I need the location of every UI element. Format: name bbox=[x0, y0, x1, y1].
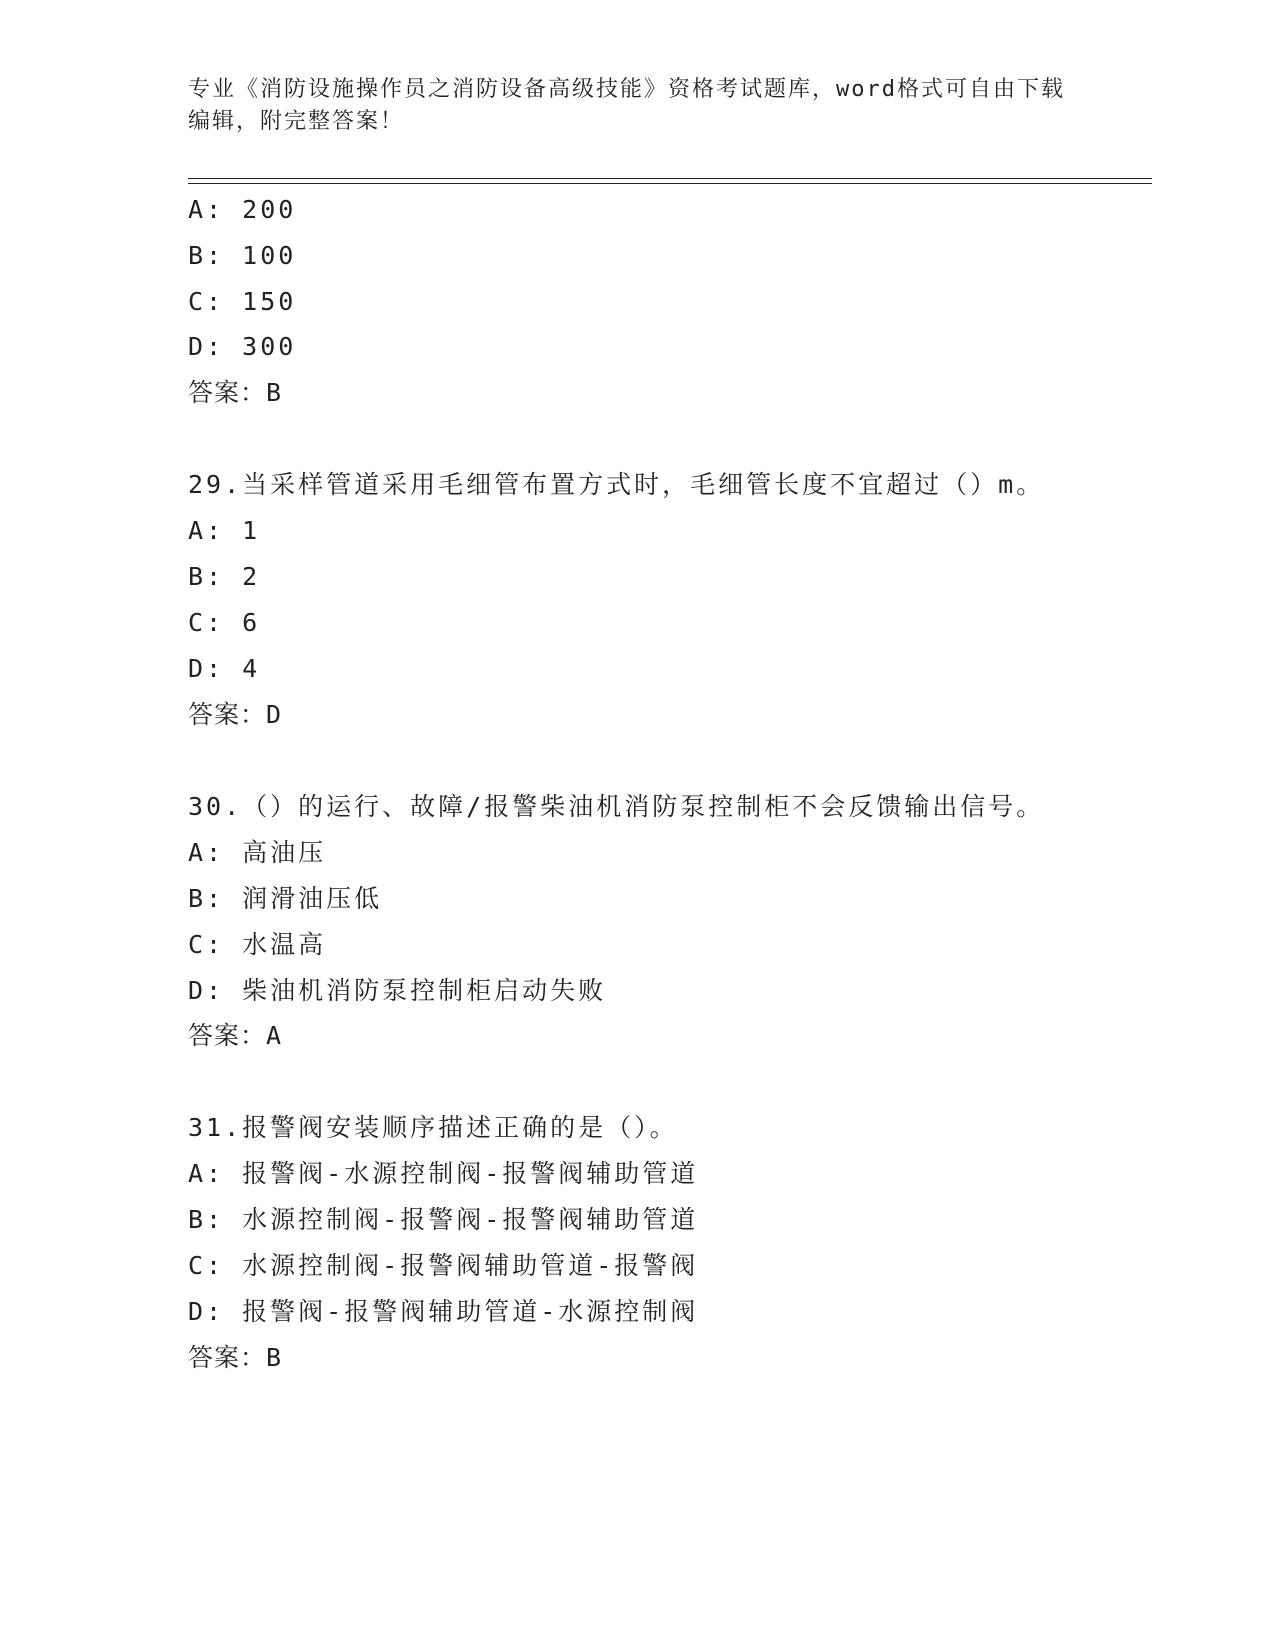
question-30: 30.（）的运行、故障/报警柴油机消防泵控制柜不会反馈输出信号。 bbox=[188, 792, 1045, 821]
option-c: C: 150 bbox=[188, 287, 297, 316]
answer-line: 答案：D bbox=[188, 700, 283, 729]
header-divider-bottom bbox=[188, 183, 1152, 184]
answer-line: 答案：B bbox=[188, 1343, 283, 1372]
option-b: B: 润滑油压低 bbox=[188, 884, 383, 913]
option-c: C: 6 bbox=[188, 608, 261, 637]
option-c: C: 水源控制阀-报警阀辅助管道-报警阀 bbox=[188, 1251, 699, 1280]
option-c: C: 水温高 bbox=[188, 930, 327, 959]
option-a: A: 200 bbox=[188, 195, 297, 224]
document-header: 专业《消防设施操作员之消防设备高级技能》资格考试题库，word格式可自由下载编辑，附完整答案！ bbox=[188, 77, 1065, 134]
header-divider-top bbox=[188, 178, 1152, 179]
option-d: D: 300 bbox=[188, 332, 297, 361]
question-31: 31.报警阀安装顺序描述正确的是（）。 bbox=[188, 1113, 678, 1142]
option-d: D: 报警阀-报警阀辅助管道-水源控制阀 bbox=[188, 1297, 699, 1326]
answer-line: 答案：B bbox=[188, 378, 283, 407]
option-a: A: 1 bbox=[188, 516, 261, 545]
option-a: A: 高油压 bbox=[188, 838, 327, 867]
option-a: A: 报警阀-水源控制阀-报警阀辅助管道 bbox=[188, 1159, 699, 1188]
option-b: B: 2 bbox=[188, 562, 261, 591]
answer-line: 答案：A bbox=[188, 1021, 283, 1050]
option-b: B: 100 bbox=[188, 241, 297, 270]
option-b: B: 水源控制阀-报警阀-报警阀辅助管道 bbox=[188, 1205, 699, 1234]
question-29: 29.当采样管道采用毛细管布置方式时，毛细管长度不宜超过（）m。 bbox=[188, 470, 1045, 499]
option-d: D: 柴油机消防泵控制柜启动失败 bbox=[188, 976, 607, 1005]
option-d: D: 4 bbox=[188, 654, 261, 683]
